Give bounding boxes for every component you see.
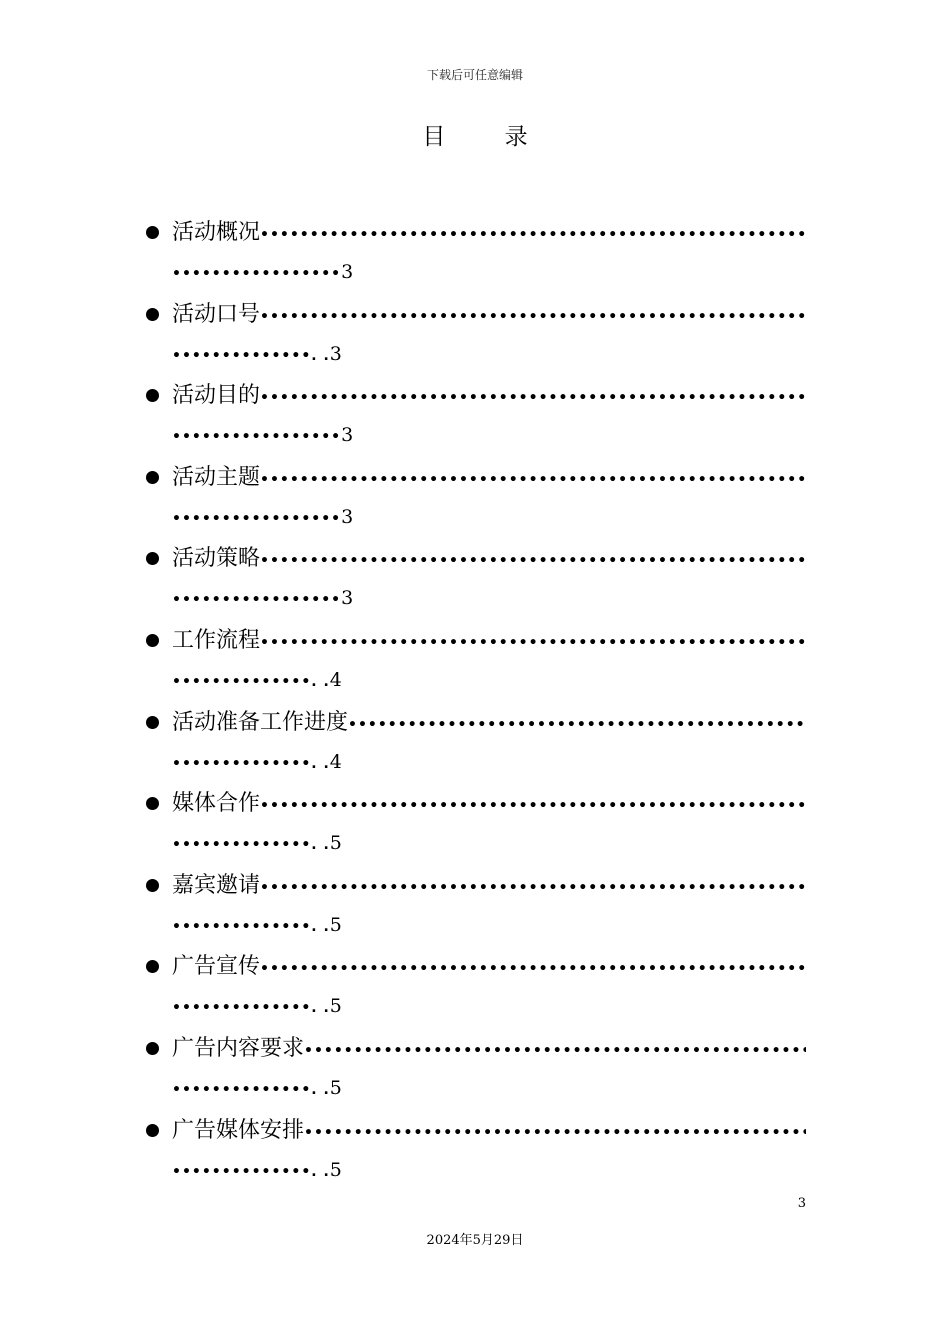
dot-leader-continuation: ••••••••••••••. . bbox=[172, 918, 330, 935]
dot-leader-continuation: ••••••••••••••. . bbox=[172, 1000, 330, 1017]
dot-leader bbox=[260, 465, 806, 495]
bullet-icon bbox=[146, 960, 159, 973]
dot-leader bbox=[260, 873, 806, 903]
toc-entry-page: 3 bbox=[341, 424, 354, 447]
dot-leader bbox=[260, 628, 806, 658]
page-number: 3 bbox=[797, 1196, 806, 1211]
bullet-icon bbox=[146, 1124, 159, 1137]
toc-entry[interactable] bbox=[0, 1028, 950, 1110]
toc-entry-page: 3 bbox=[341, 587, 354, 610]
toc-entry-label: 广告媒体安排 bbox=[172, 1117, 305, 1143]
toc-entry-label: 工作流程 bbox=[172, 627, 261, 653]
toc-entry-page: 4 bbox=[329, 750, 342, 773]
bullet-icon bbox=[146, 308, 159, 321]
dot-leader bbox=[348, 710, 806, 740]
toc-entry-page: 4 bbox=[329, 668, 342, 691]
toc-entry[interactable] bbox=[0, 375, 950, 457]
bullet-icon bbox=[146, 1042, 159, 1055]
dot-leader-continuation: ••••••••••••••. . bbox=[172, 837, 330, 854]
page-header: 下载后可任意编辑 bbox=[426, 68, 523, 82]
dot-leader bbox=[260, 791, 806, 821]
toc-entry[interactable] bbox=[0, 865, 950, 947]
dot-leader-continuation: ••••••••••••••••• bbox=[172, 592, 342, 609]
bullet-icon bbox=[146, 797, 159, 810]
toc-entry[interactable] bbox=[0, 702, 950, 784]
page-footer-date: 2024年5月29日 bbox=[426, 1233, 524, 1248]
toc-entry-page: 3 bbox=[341, 261, 354, 283]
toc-entry-label: 广告宣传 bbox=[172, 954, 261, 980]
dot-leader-continuation: ••••••••••••••. . bbox=[172, 1081, 330, 1098]
toc-entry-page: 5 bbox=[329, 832, 342, 855]
dot-leader bbox=[260, 302, 806, 332]
toc-entry-label: 媒体合作 bbox=[172, 791, 261, 817]
toc-entry[interactable] bbox=[0, 538, 950, 620]
toc-entry-label: 活动策略 bbox=[172, 546, 261, 572]
toc-entry-label: 活动主题 bbox=[172, 464, 261, 490]
toc-title: 目 录 bbox=[422, 124, 554, 150]
dot-leader-continuation: ••••••••••••••. . bbox=[172, 673, 330, 690]
bullet-icon bbox=[146, 634, 159, 647]
bullet-icon bbox=[146, 716, 159, 729]
toc-entry-label: 活动口号 bbox=[172, 301, 261, 327]
toc-entry[interactable] bbox=[0, 620, 950, 702]
table-of-contents bbox=[0, 212, 950, 1191]
toc-entry-page: 5 bbox=[329, 913, 342, 936]
dot-leader bbox=[260, 954, 806, 984]
dot-leader-continuation: ••••••••••••••••• bbox=[172, 429, 342, 446]
dot-leader-continuation: ••••••••••••••. . bbox=[172, 347, 330, 364]
toc-entry-label: 活动概况 bbox=[172, 220, 261, 245]
dot-leader-continuation: ••••••••••••••. . bbox=[172, 1163, 330, 1180]
toc-entry[interactable] bbox=[0, 457, 950, 539]
dot-leader-continuation: ••••••••••••••. . bbox=[172, 755, 330, 772]
dot-leader bbox=[260, 220, 806, 250]
toc-entry-label: 广告内容要求 bbox=[172, 1035, 305, 1061]
toc-entry-page: 5 bbox=[329, 1076, 342, 1099]
toc-entry-page: 3 bbox=[329, 342, 342, 365]
toc-entry-label: 活动准备工作进度 bbox=[172, 709, 349, 735]
bullet-icon bbox=[146, 226, 159, 239]
bullet-icon bbox=[146, 552, 159, 565]
toc-entry-label: 活动目的 bbox=[172, 383, 261, 409]
bullet-icon bbox=[146, 389, 159, 402]
toc-entry-page: 5 bbox=[329, 995, 342, 1018]
bullet-icon bbox=[146, 471, 159, 484]
toc-entry[interactable] bbox=[0, 1110, 950, 1192]
dot-leader-continuation: ••••••••••••••••• bbox=[172, 266, 342, 282]
toc-entry[interactable] bbox=[0, 294, 950, 376]
toc-entry[interactable] bbox=[0, 783, 950, 865]
dot-leader bbox=[304, 1118, 806, 1148]
dot-leader-continuation: ••••••••••••••••• bbox=[172, 510, 342, 527]
toc-entry-page: 3 bbox=[341, 505, 354, 528]
dot-leader bbox=[260, 383, 806, 413]
toc-entry-page: 5 bbox=[329, 1158, 342, 1181]
dot-leader bbox=[304, 1036, 806, 1066]
bullet-icon bbox=[146, 879, 159, 892]
dot-leader bbox=[260, 546, 806, 576]
toc-entry[interactable] bbox=[0, 946, 950, 1028]
toc-entry-label: 嘉宾邀请 bbox=[172, 872, 261, 898]
toc-entry[interactable] bbox=[0, 212, 950, 294]
